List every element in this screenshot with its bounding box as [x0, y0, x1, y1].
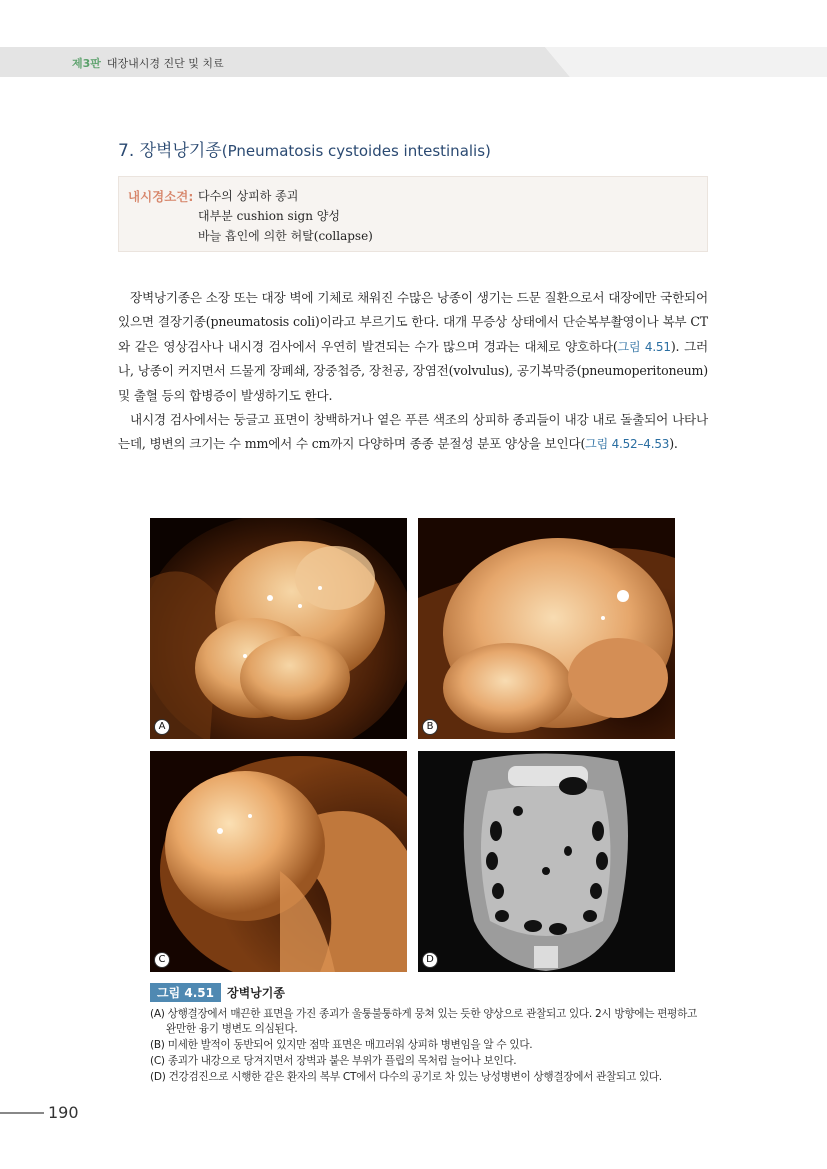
endoscopy-image-c [150, 751, 407, 972]
figure-reference-link[interactable]: 그림 4.51 [617, 339, 671, 354]
section-title-ko: 7. 장벽낭기종 [118, 141, 222, 161]
paragraph [118, 408, 708, 457]
figure-number-tag: 그림 4.51 [150, 983, 221, 1002]
page-number: 190 [48, 1103, 79, 1122]
section-title [118, 136, 491, 161]
body-text [118, 286, 708, 457]
panel-label: C [154, 952, 170, 968]
finding-line: 바늘 흡인에 의한 허탈(collapse) [198, 229, 373, 243]
panel-label: B [422, 719, 438, 735]
caption-line: (A) 상행결장에서 매끈한 표면을 가진 종괴가 울퉁불퉁하게 뭉쳐 있는 듯한 양상으로 관찰되고 있다. 2시 방향에는 편평하고 [150, 1008, 697, 1020]
panel-label: D [422, 952, 438, 968]
figure-caption-title: 장벽낭기종 [226, 986, 285, 1000]
caption-line: (D) 건강검진으로 시행한 같은 환자의 복부 CT에서 다수의 공기로 차 있는 낭성병변이 상행결장에서 관찰되고 있다. [150, 1071, 662, 1083]
section-title-en: (Pneumatosis cystoides intestinalis) [221, 142, 491, 160]
findings-label: 내시경소견: [128, 189, 194, 204]
finding-line: 다수의 상피하 종괴 [198, 189, 299, 203]
page-number-rule [0, 1112, 44, 1114]
paragraph [118, 286, 708, 408]
finding-line: 대부분 cushion sign 양성 [198, 209, 340, 223]
caption-line: (B) 미세한 발적이 동반되어 있지만 점막 표면은 매끄러워 상피하 병변임을 알 수 있다. [150, 1039, 533, 1051]
ct-image-d [418, 751, 675, 972]
paragraph-text: ). 그러나, 낭종이 커지면서 드물게 장폐쇄, 장중첩증, 장천공, 장염전(volvulus), 공기복막증(pneumoperitoneum) 및 출혈 등의 합병증이 발생하기도 한다. [118, 338, 708, 403]
paragraph-text: ). [669, 436, 678, 452]
endoscopy-image-a [150, 518, 407, 739]
running-header [72, 55, 224, 71]
figure-reference-link[interactable]: 그림 4.52–4.53 [585, 437, 670, 452]
paragraph-text: 장벽낭기종은 소장 또는 대장 벽에 기체로 채워진 수많은 낭종이 생기는 드문 질환으로서 대장에만 국한되어 있으면 결장기종(pneumatosis coli)이라고 부르기도 한다. 대개 무증상 상태에서 단순복부촬영이나 복부 CT와 같은 영상검사나 내시경 검사에서 우연히 발견되는 수가 많으며 경과는 대체로 양호하다( [118, 290, 708, 354]
endoscopy-image-b [418, 518, 675, 739]
findings-box [118, 176, 708, 252]
caption-line: 완만한 융기 병변도 의심된다. [166, 1023, 298, 1035]
edition-label: 제3판 [72, 57, 101, 70]
book-title: 대장내시경 진단 및 치료 [106, 57, 224, 70]
paragraph-text: 내시경 검사에서는 둥글고 표면이 창백하거나 옅은 푸른 색조의 상피하 종괴들이 내강 내로 돌출되어 나타나는데, 병변의 크기는 수 mm에서 수 cm까지 다양하며 종종 분절성 분포 양상을 보인다( [118, 412, 708, 452]
figure-caption-header [150, 982, 285, 1002]
panel-label: A [154, 719, 170, 735]
caption-line: (C) 종괴가 내강으로 당겨지면서 장벽과 붙은 부위가 플립의 목처럼 늘어나 보인다. [150, 1055, 517, 1067]
